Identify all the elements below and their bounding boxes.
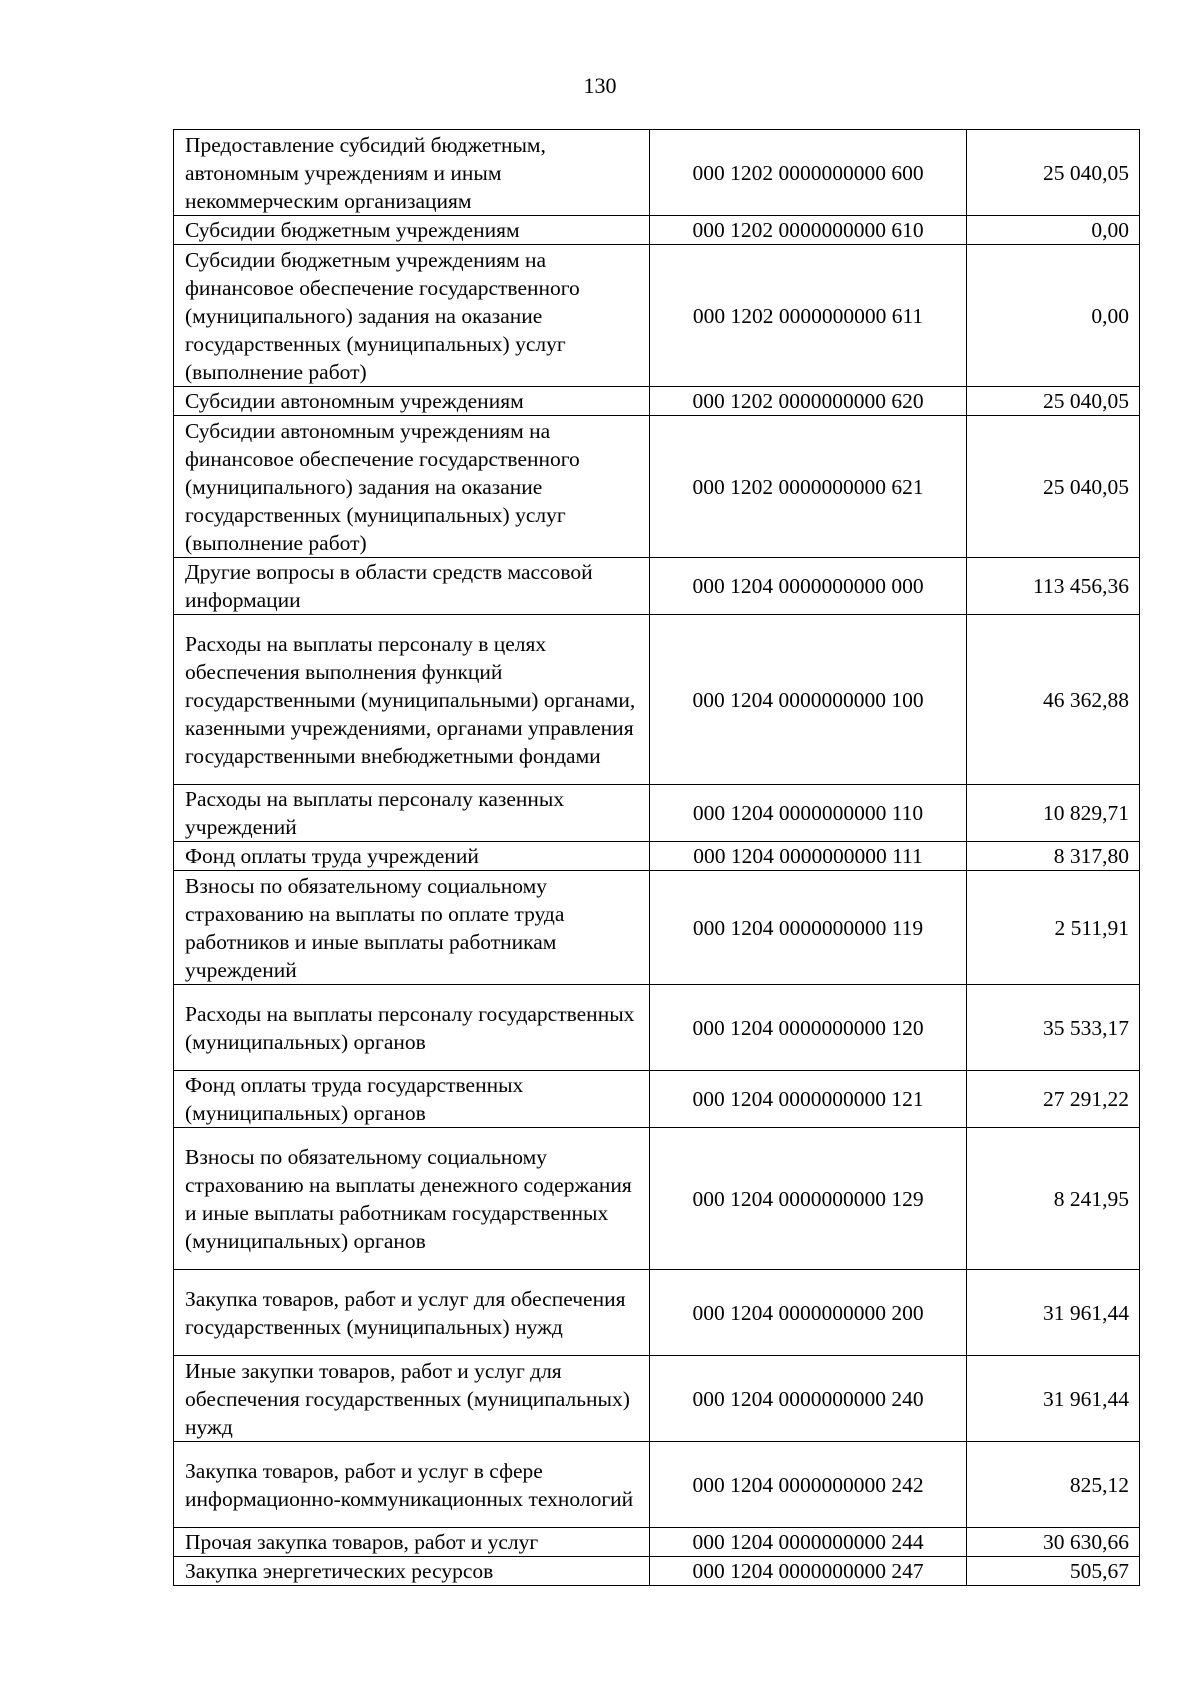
row-sum: 8 317,80: [967, 842, 1140, 871]
table-row: [174, 1442, 1140, 1528]
row-sum: 25 040,05: [967, 387, 1140, 416]
row-name: Фонд оплаты труда учреждений: [174, 842, 650, 871]
row-sum: 2 511,91: [967, 871, 1140, 985]
row-name: Субсидии автономным учреждениям: [174, 387, 650, 416]
row-sum: 46 362,88: [967, 615, 1140, 785]
row-sum: 27 291,22: [967, 1071, 1140, 1128]
row-code: 000 1204 0000000000 200: [650, 1270, 967, 1356]
row-code: 000 1204 0000000000 244: [650, 1528, 967, 1557]
row-sum: 113 456,36: [967, 558, 1140, 615]
table-row: [174, 842, 1140, 871]
row-name: Взносы по обязательному социальному страхованию на выплаты денежного содержания и иные выплаты работникам государственных (муниципальных) органов: [174, 1128, 650, 1270]
row-sum: 10 829,71: [967, 785, 1140, 842]
row-code: 000 1202 0000000000 600: [650, 130, 967, 216]
row-name: Закупка энергетических ресурсов: [174, 1557, 650, 1586]
row-code: 000 1202 0000000000 621: [650, 416, 967, 558]
row-name: Субсидии бюджетным учреждениям: [174, 216, 650, 245]
row-name: Закупка товаров, работ и услуг для обеспечения государственных (муниципальных) нужд: [174, 1270, 650, 1356]
row-name: Субсидии автономным учреждениям на финансовое обеспечение государственного (муниципального) задания на оказание государственных (муниципальных) услуг (выполнение работ): [174, 416, 650, 558]
row-name: Расходы на выплаты персоналу казенных учреждений: [174, 785, 650, 842]
row-sum: 31 961,44: [967, 1356, 1140, 1442]
table-row: [174, 985, 1140, 1071]
row-sum: 0,00: [967, 245, 1140, 387]
row-code: 000 1204 0000000000 110: [650, 785, 967, 842]
row-name: Расходы на выплаты персоналу в целях обеспечения выполнения функций государственными (муниципальными) органами, казенными учреждениями, органами управления государственными внебюджетными фондами: [174, 615, 650, 785]
row-code: 000 1204 0000000000 121: [650, 1071, 967, 1128]
row-name: Другие вопросы в области средств массовой информации: [174, 558, 650, 615]
table-row: [174, 1557, 1140, 1586]
row-sum: 0,00: [967, 216, 1140, 245]
row-code: 000 1202 0000000000 610: [650, 216, 967, 245]
table-body: [174, 130, 1140, 1586]
table-row: [174, 1270, 1140, 1356]
table-row: [174, 1128, 1140, 1270]
row-code: 000 1204 0000000000 100: [650, 615, 967, 785]
row-sum: 35 533,17: [967, 985, 1140, 1071]
row-name: Расходы на выплаты персоналу государственных (муниципальных) органов: [174, 985, 650, 1071]
row-code: 000 1204 0000000000 129: [650, 1128, 967, 1270]
row-sum: 505,67: [967, 1557, 1140, 1586]
row-name: Предоставление субсидий бюджетным, автономным учреждениям и иным некоммерческим организациям: [174, 130, 650, 216]
row-code: 000 1204 0000000000 119: [650, 871, 967, 985]
table-row: [174, 615, 1140, 785]
row-sum: 825,12: [967, 1442, 1140, 1528]
table-row: [174, 416, 1140, 558]
table-row: [174, 1071, 1140, 1128]
row-sum: 31 961,44: [967, 1270, 1140, 1356]
row-code: 000 1204 0000000000 111: [650, 842, 967, 871]
row-sum: 30 630,66: [967, 1528, 1140, 1557]
row-sum: 8 241,95: [967, 1128, 1140, 1270]
row-name: Фонд оплаты труда государственных (муниципальных) органов: [174, 1071, 650, 1128]
row-code: 000 1204 0000000000 000: [650, 558, 967, 615]
row-code: 000 1204 0000000000 240: [650, 1356, 967, 1442]
table-row: [174, 1356, 1140, 1442]
page-number: 130: [583, 73, 617, 98]
row-name: Субсидии бюджетным учреждениям на финансовое обеспечение государственного (муниципального) задания на оказание государственных (муниципальных) услуг (выполнение работ): [174, 245, 650, 387]
row-sum: 25 040,05: [967, 130, 1140, 216]
row-code: 000 1204 0000000000 120: [650, 985, 967, 1071]
row-code: 000 1202 0000000000 611: [650, 245, 967, 387]
row-name: Иные закупки товаров, работ и услуг для обеспечения государственных (муниципальных) нужд: [174, 1356, 650, 1442]
row-name: Прочая закупка товаров, работ и услуг: [174, 1528, 650, 1557]
row-code: 000 1204 0000000000 247: [650, 1557, 967, 1586]
budget-table: [173, 129, 1140, 1586]
table-row: [174, 245, 1140, 387]
table-row: [174, 558, 1140, 615]
table-row: [174, 871, 1140, 985]
row-sum: 25 040,05: [967, 416, 1140, 558]
row-name: Закупка товаров, работ и услуг в сфере информационно-коммуникационных технологий: [174, 1442, 650, 1528]
row-name: Взносы по обязательному социальному страхованию на выплаты по оплате труда работников и иные выплаты работникам учреждений: [174, 871, 650, 985]
table-row: [174, 387, 1140, 416]
table-row: [174, 785, 1140, 842]
row-code: 000 1202 0000000000 620: [650, 387, 967, 416]
row-code: 000 1204 0000000000 242: [650, 1442, 967, 1528]
table-row: [174, 130, 1140, 216]
table-row: [174, 1528, 1140, 1557]
table-row: [174, 216, 1140, 245]
